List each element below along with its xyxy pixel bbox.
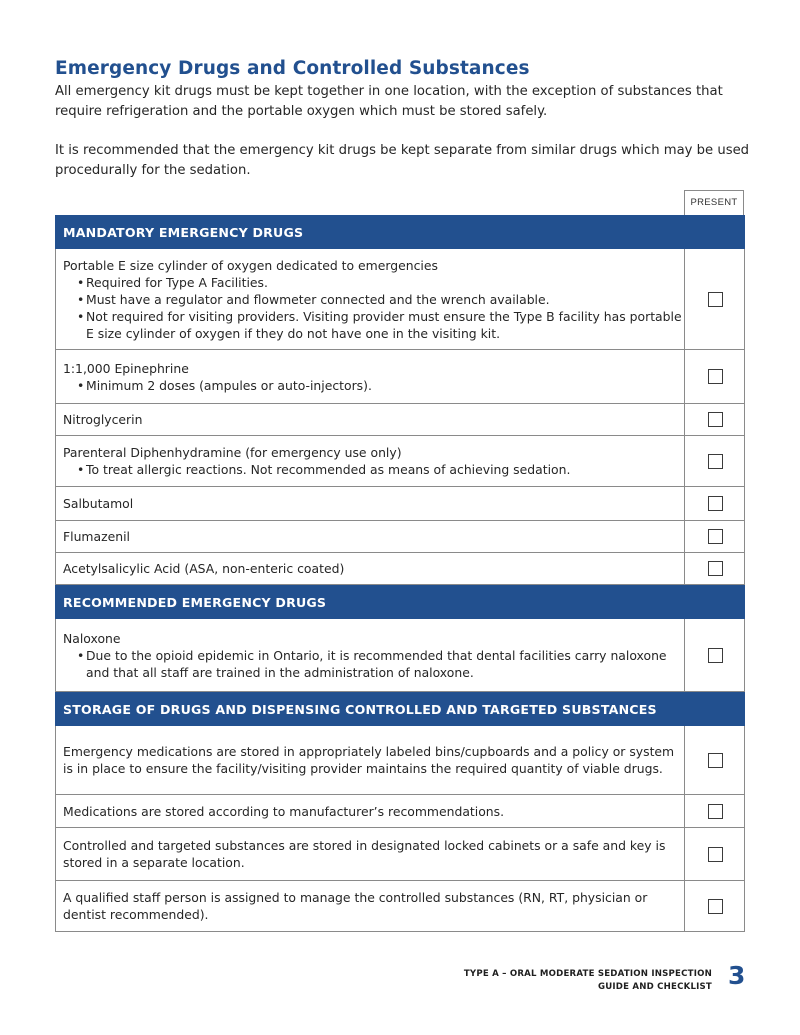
present-cell bbox=[684, 487, 745, 520]
present-cell bbox=[684, 249, 745, 349]
footer-line: TYPE A – ORAL MODERATE SEDATION INSPECTION bbox=[463, 969, 712, 979]
present-checkbox[interactable] bbox=[708, 292, 723, 307]
present-checkbox[interactable] bbox=[708, 899, 723, 914]
item-text: Parenteral Diphenhydramine (for emergency use only) bbox=[63, 445, 402, 460]
item-description bbox=[56, 795, 685, 827]
item-bullet: • Must have a regulator and flowmeter connected and the wrench available. bbox=[77, 291, 685, 308]
checklist-row bbox=[55, 436, 745, 487]
item-text: Acetylsalicylic Acid (ASA, non-enteric coated) bbox=[63, 561, 345, 576]
present-cell bbox=[684, 521, 745, 552]
item-text: Controlled and targeted substances are stored in designated locked cabinets or a safe and key is stored in a separate location. bbox=[63, 838, 666, 870]
item-text: 1:1,000 Epinephrine bbox=[63, 360, 189, 376]
item-description bbox=[56, 404, 685, 435]
section-header-storage: STORAGE OF DRUGS AND DISPENSING CONTROLLED AND TARGETED SUBSTANCES bbox=[55, 692, 745, 726]
checklist-row bbox=[55, 350, 745, 404]
item-bullet: • Not required for visiting providers. Visiting provider must ensure the Type B facility has portable E size cylinder of oxygen if they do not have one in the visiting kit. bbox=[77, 308, 685, 342]
present-cell bbox=[684, 881, 745, 931]
item-text: Flumazenil bbox=[63, 529, 130, 544]
item-description bbox=[56, 249, 685, 349]
item-description bbox=[56, 553, 685, 584]
checklist-row bbox=[55, 521, 745, 553]
section-header-recommended: RECOMMENDED EMERGENCY DRUGS bbox=[55, 585, 745, 619]
present-column-header: PRESENT bbox=[684, 190, 744, 215]
item-bullets bbox=[63, 274, 685, 342]
present-cell bbox=[684, 404, 745, 435]
present-checkbox[interactable] bbox=[708, 496, 723, 511]
item-bullets bbox=[63, 377, 685, 394]
item-text: Emergency medications are stored in appropriately labeled bins/cupboards and a policy or system is in place to ensure the facility/visiting provider maintains the required quantity of viable drugs. bbox=[63, 744, 675, 776]
present-checkbox[interactable] bbox=[708, 529, 723, 544]
present-cell bbox=[684, 795, 745, 827]
page-number: 3 bbox=[728, 961, 746, 990]
checklist-row bbox=[55, 726, 745, 795]
present-checkbox[interactable] bbox=[708, 804, 723, 819]
present-cell bbox=[684, 619, 745, 691]
item-description bbox=[56, 828, 685, 880]
present-cell bbox=[684, 828, 745, 880]
present-cell bbox=[684, 436, 745, 486]
present-checkbox[interactable] bbox=[708, 369, 723, 384]
item-description bbox=[56, 726, 685, 794]
item-text: Naloxone bbox=[63, 630, 121, 646]
checklist-row bbox=[55, 619, 745, 692]
present-checkbox[interactable] bbox=[708, 454, 723, 469]
item-bullet: • Required for Type A Facilities. bbox=[77, 274, 685, 291]
checklist-row bbox=[55, 828, 745, 881]
checklist-row bbox=[55, 404, 745, 436]
item-description bbox=[56, 436, 685, 486]
item-bullet: • To treat allergic reactions. Not recommended as means of achieving sedation. bbox=[77, 461, 685, 478]
present-cell bbox=[684, 350, 745, 403]
present-cell bbox=[684, 553, 745, 584]
footer-document-title bbox=[464, 968, 712, 994]
present-checkbox[interactable] bbox=[708, 648, 723, 663]
item-text: Nitroglycerin bbox=[63, 412, 143, 427]
item-description bbox=[56, 619, 685, 691]
item-description bbox=[56, 350, 685, 403]
checklist-row bbox=[55, 881, 745, 932]
checklist-row bbox=[55, 795, 745, 828]
checklist-row bbox=[55, 553, 745, 585]
item-text: A qualified staff person is assigned to manage the controlled substances (RN, RT, physician or dentist recommended). bbox=[63, 890, 648, 922]
present-checkbox[interactable] bbox=[708, 847, 723, 862]
checklist-row bbox=[55, 487, 745, 521]
item-text: Medications are stored according to manufacturer’s recommendations. bbox=[63, 803, 505, 819]
footer-line: GUIDE AND CHECKLIST bbox=[597, 982, 712, 992]
page-heading: Emergency Drugs and Controlled Substances bbox=[55, 58, 530, 79]
item-description bbox=[56, 881, 685, 931]
item-bullet: • Due to the opioid epidemic in Ontario, it is recommended that dental facilities carry naloxone and that all staff are trained in the administration of naloxone. bbox=[77, 647, 685, 681]
intro-paragraph: All emergency kit drugs must be kept together in one location, with the exception of substances that require refrigeration and the portable oxygen which must be stored safely. bbox=[55, 84, 723, 119]
item-text: Portable E size cylinder of oxygen dedicated to emergencies bbox=[63, 257, 438, 273]
item-description bbox=[56, 487, 685, 520]
intro-paragraph: It is recommended that the emergency kit drugs be kept separate from similar drugs which may be used procedurally for the sedation. bbox=[55, 143, 750, 178]
item-text: Salbutamol bbox=[63, 496, 134, 511]
present-cell bbox=[684, 726, 745, 794]
section-header-mandatory: MANDATORY EMERGENCY DRUGS bbox=[55, 215, 745, 249]
present-checkbox[interactable] bbox=[708, 561, 723, 576]
item-bullet: • Minimum 2 doses (ampules or auto-injectors). bbox=[77, 377, 685, 394]
item-bullets bbox=[63, 461, 685, 478]
item-description bbox=[56, 521, 685, 552]
item-bullets bbox=[63, 647, 685, 681]
checklist-row bbox=[55, 249, 745, 350]
present-checkbox[interactable] bbox=[708, 753, 723, 768]
present-checkbox[interactable] bbox=[708, 412, 723, 427]
